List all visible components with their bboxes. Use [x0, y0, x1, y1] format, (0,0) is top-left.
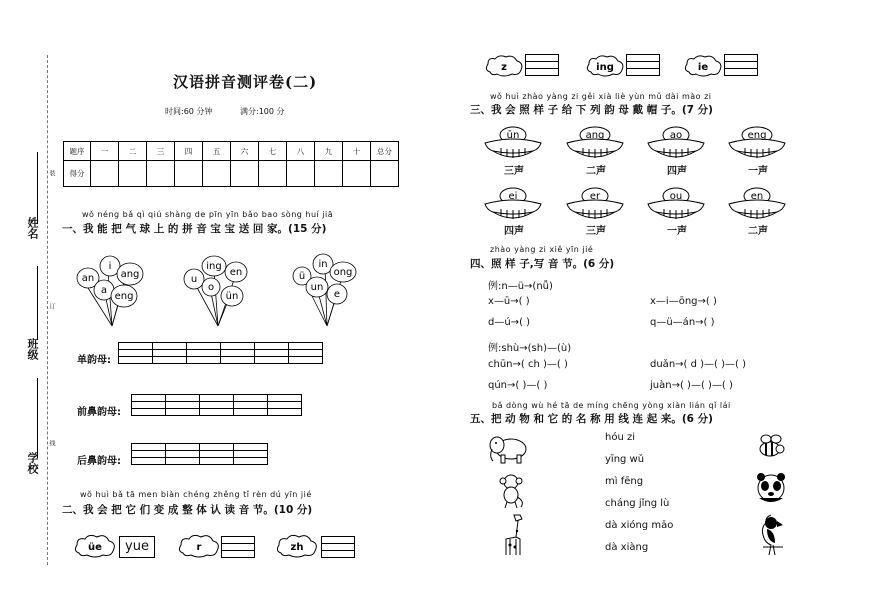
- score-table-header-row: [64, 142, 399, 161]
- score-input[interactable]: [259, 161, 287, 187]
- q2-answer-box-1[interactable]: yue: [119, 536, 155, 558]
- cloud-3: [275, 533, 319, 559]
- q2-answer-box-2[interactable]: [221, 536, 255, 558]
- balloon-text: ün: [225, 291, 239, 302]
- cloud-text: z: [501, 62, 507, 73]
- score-table: [63, 141, 399, 187]
- score-row-label: 得分: [64, 161, 91, 187]
- score-table-score-row: [64, 161, 399, 187]
- score-input[interactable]: [91, 161, 119, 187]
- balloon-text: en: [229, 267, 243, 278]
- q4-title: 四、照 样 子,写 音 节。(6 分): [470, 258, 615, 270]
- score-input[interactable]: [175, 161, 203, 187]
- hat-text: ei: [508, 191, 518, 202]
- cloud-2: [177, 533, 221, 559]
- binding-mark-2: 订: [48, 303, 55, 309]
- q4-example-1: 例:n—ü→(nǚ): [488, 281, 553, 292]
- hat-tone: 三声: [586, 226, 606, 237]
- cloud-text: ing: [596, 62, 614, 73]
- balloon-text: ang: [120, 269, 140, 280]
- cloud-text: r: [196, 542, 202, 553]
- animal-name[interactable]: yīng wǔ: [605, 454, 645, 465]
- balloon-text: an: [81, 273, 95, 284]
- q4-item[interactable]: chūn→( ch )—( ): [488, 359, 568, 370]
- hat-text: en: [750, 191, 764, 202]
- binding-class-label: 班级: [26, 338, 39, 360]
- score-cell: 八: [287, 142, 315, 161]
- hat-tone: 四声: [667, 166, 687, 177]
- score-input[interactable]: [147, 161, 175, 187]
- q4-item[interactable]: duǎn→( d )—( )—( ): [650, 359, 747, 370]
- balloon-text: a: [100, 285, 108, 296]
- parrot-icon[interactable]: [757, 513, 787, 557]
- q1-label-front-nasal: 前鼻韵母:: [77, 407, 121, 418]
- q2-title: 二、我 会 把 它 们 变 成 整 体 认 读 音 节。(10 分): [62, 504, 313, 516]
- elephant-icon[interactable]: [487, 431, 531, 467]
- hat-2: [565, 125, 627, 163]
- binding-school-label: 学校: [26, 452, 39, 474]
- binding-school-field[interactable]: [37, 378, 38, 458]
- hat-tone: 一声: [748, 166, 768, 177]
- balloon-bunch-3: [285, 252, 375, 330]
- exam-time: 时间:60 分钟: [165, 107, 213, 116]
- score-input[interactable]: [315, 161, 343, 187]
- q4-item[interactable]: qún→( )—( ): [488, 380, 548, 391]
- balloon-text: u: [190, 274, 198, 285]
- balloon-text: ing: [206, 261, 222, 272]
- hat-text: ūn: [506, 130, 520, 141]
- hat-1: [483, 125, 545, 163]
- giraffe-icon[interactable]: [498, 513, 526, 557]
- score-cell: 九: [315, 142, 343, 161]
- hat-text: er: [589, 191, 601, 202]
- hat-text: ou: [669, 191, 683, 202]
- panda-icon[interactable]: [753, 472, 789, 504]
- q2-answer-box-6[interactable]: [724, 54, 758, 76]
- score-cell: 四: [175, 142, 203, 161]
- q5-title: 五、把 动 物 和 它 的 名 称 用 线 连 起 来。(6 分): [470, 413, 713, 425]
- score-cell: 二: [119, 142, 147, 161]
- cloud-6: [683, 54, 723, 78]
- q1-grid-back-nasal[interactable]: [131, 443, 268, 465]
- binding-mark-3: 线: [48, 440, 55, 446]
- q1-grid-single-finals[interactable]: [118, 342, 323, 364]
- hat-7: [646, 186, 708, 224]
- q4-item[interactable]: x—ū→( ): [488, 296, 530, 307]
- animal-name[interactable]: dà xiàng: [605, 542, 649, 553]
- score-input[interactable]: [203, 161, 231, 187]
- animal-name[interactable]: mì fēng: [605, 476, 644, 487]
- balloon-text: un: [310, 282, 324, 293]
- hat-4: [727, 125, 789, 163]
- binding-name-label: 姓名: [26, 217, 39, 239]
- q3-pinyin: wǒ huì zhào yàng zi gěi xià liè yùn mǔ dài mào zi: [490, 92, 712, 101]
- hat-tone: 二声: [748, 226, 768, 237]
- hat-tone: 四声: [504, 226, 524, 237]
- animal-name[interactable]: hóu zi: [605, 432, 635, 443]
- q3-title: 三、我 会 照 样 子 给 下 列 韵 母 戴 帽 子。(7 分): [470, 104, 713, 116]
- balloon-text: ong: [333, 267, 353, 278]
- balloon-text: eng: [114, 291, 134, 302]
- q2-answer-box-5[interactable]: [626, 54, 660, 76]
- score-input[interactable]: [343, 161, 371, 187]
- hat-3: [646, 125, 708, 163]
- q4-item[interactable]: juàn→( )—( )—( ): [650, 380, 733, 391]
- cloud-4: [484, 54, 524, 78]
- score-cell: 三: [147, 142, 175, 161]
- q4-pinyin: zhào yàng zi xiě yīn jié: [490, 245, 594, 254]
- hat-tone: 三声: [504, 166, 524, 177]
- binding-name-field[interactable]: [37, 152, 38, 224]
- score-input[interactable]: [371, 161, 399, 187]
- q4-item[interactable]: x—i—ōng→( ): [650, 296, 717, 307]
- balloon-bunch-1: [68, 250, 158, 330]
- binding-class-field[interactable]: [37, 266, 38, 340]
- q4-example-2: 例:shù→(sh)—(ù): [488, 343, 572, 354]
- exam-full-score: 满分:100 分: [240, 107, 285, 116]
- monkey-icon[interactable]: [497, 473, 527, 509]
- balloon-text: o: [207, 282, 215, 293]
- balloon-text: ü: [298, 271, 306, 282]
- bee-icon[interactable]: [752, 433, 788, 461]
- cloud-text: üe: [88, 542, 102, 553]
- score-cell: 五: [203, 142, 231, 161]
- hat-text: ao: [669, 130, 683, 141]
- q1-grid-front-nasal[interactable]: [131, 394, 302, 416]
- binding-line: [47, 55, 48, 565]
- balloon-text: i: [108, 261, 112, 272]
- score-cell: 七: [259, 142, 287, 161]
- balloon-bunch-2: [178, 252, 268, 330]
- cloud-5: [585, 54, 625, 78]
- q2-answer-box-3[interactable]: [321, 536, 355, 558]
- q1-label-single-finals: 单韵母:: [77, 355, 111, 366]
- score-cell: 十: [343, 142, 371, 161]
- cloud-1: [73, 533, 117, 559]
- cloud-text: ie: [697, 62, 709, 73]
- score-cell: 总分: [371, 142, 399, 161]
- balloon-text: in: [318, 259, 328, 270]
- score-input[interactable]: [287, 161, 315, 187]
- hat-text: ang: [585, 130, 605, 141]
- q2-pinyin: wǒ huì bǎ tā men biàn chéng zhěng tǐ rèn dú yīn jié: [80, 490, 312, 499]
- score-cell: 题序: [64, 142, 91, 161]
- animal-name[interactable]: cháng jǐng lù: [605, 498, 670, 509]
- hat-tone: 二声: [586, 166, 606, 177]
- hat-tone: 一声: [667, 226, 687, 237]
- page-title: 汉语拼音测评卷(二): [173, 73, 318, 91]
- hat-8: [727, 186, 789, 224]
- score-cell: 六: [231, 142, 259, 161]
- hat-6: [565, 186, 627, 224]
- q4-item[interactable]: d—ú→( ): [488, 317, 531, 328]
- q1-title: 一、我 能 把 气 球 上 的 拼 音 宝 宝 送 回 家。(15 分): [62, 223, 327, 235]
- hat-text: eng: [747, 130, 767, 141]
- score-input[interactable]: [231, 161, 259, 187]
- score-input[interactable]: [119, 161, 147, 187]
- q1-pinyin: wǒ néng bǎ qì qiú shàng de pīn yīn bǎo bao sòng huí jiā: [82, 210, 334, 219]
- q1-label-back-nasal: 后鼻韵母:: [77, 456, 121, 467]
- balloon-text: e: [333, 289, 341, 300]
- q4-item[interactable]: q—ü—án→( ): [650, 317, 715, 328]
- q2-answer-box-4[interactable]: [525, 54, 559, 76]
- animal-name[interactable]: dà xióng māo: [605, 520, 674, 531]
- hat-5: [483, 186, 545, 224]
- q5-pinyin: bǎ dòng wù hé tā de míng chēng yòng xiàn lián qǐ lái: [492, 401, 731, 410]
- score-cell: 一: [91, 142, 119, 161]
- cloud-text: zh: [290, 542, 304, 553]
- binding-mark-1: 装: [48, 170, 55, 176]
